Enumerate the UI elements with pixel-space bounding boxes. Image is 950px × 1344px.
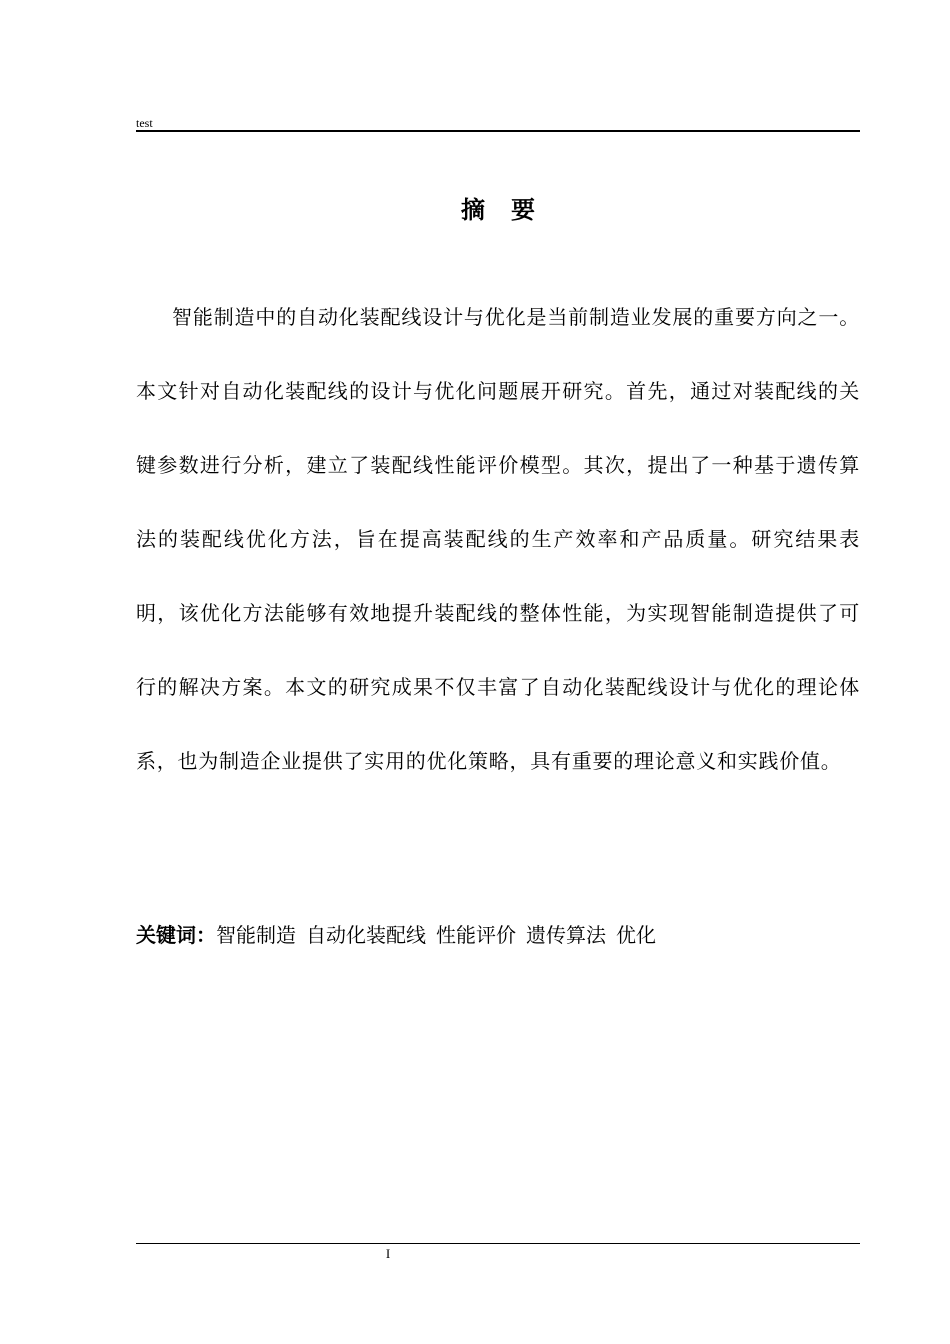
page-number: I (385, 1246, 391, 1261)
keyword-item: 遗传算法 (526, 923, 606, 947)
keyword-item: 优化 (616, 923, 656, 947)
page-header-text: test (136, 116, 153, 130)
keyword-item: 性能评价 (436, 923, 516, 947)
keywords-label: 关键词： (136, 923, 216, 947)
abstract-title-char-2: 要 (511, 196, 535, 224)
abstract-paragraph: 智能制造中的自动化装配线设计与优化是当前制造业发展的重要方向之一。本文针对自动化装配线的设计与优化问题展开研究。首先，通过对装配线的关键参数进行分析，建立了装配线性能评价模型。其次，提出了一种基于遗传算法的装配线优化方法，旨在提高装配线的生产效率和产品质量。研究结果表明，该优化方法能够有效地提升装配线的整体性能，为实现智能制造提供了可行的解决方案。本文的研究成果不仅丰富了自动化装配线设计与优化的理论体系，也为制造企业提供了实用的优化策略，具有重要的理论意义和实践价值。 (136, 305, 860, 773)
abstract-title-char-1: 摘 (461, 196, 485, 224)
keyword-item: 智能制造 (216, 923, 296, 947)
keyword-item: 自动化装配线 (306, 923, 426, 947)
footer-rule (136, 1243, 860, 1244)
header-rule (136, 130, 860, 132)
abstract-title (136, 192, 860, 228)
keywords-line (136, 918, 860, 952)
